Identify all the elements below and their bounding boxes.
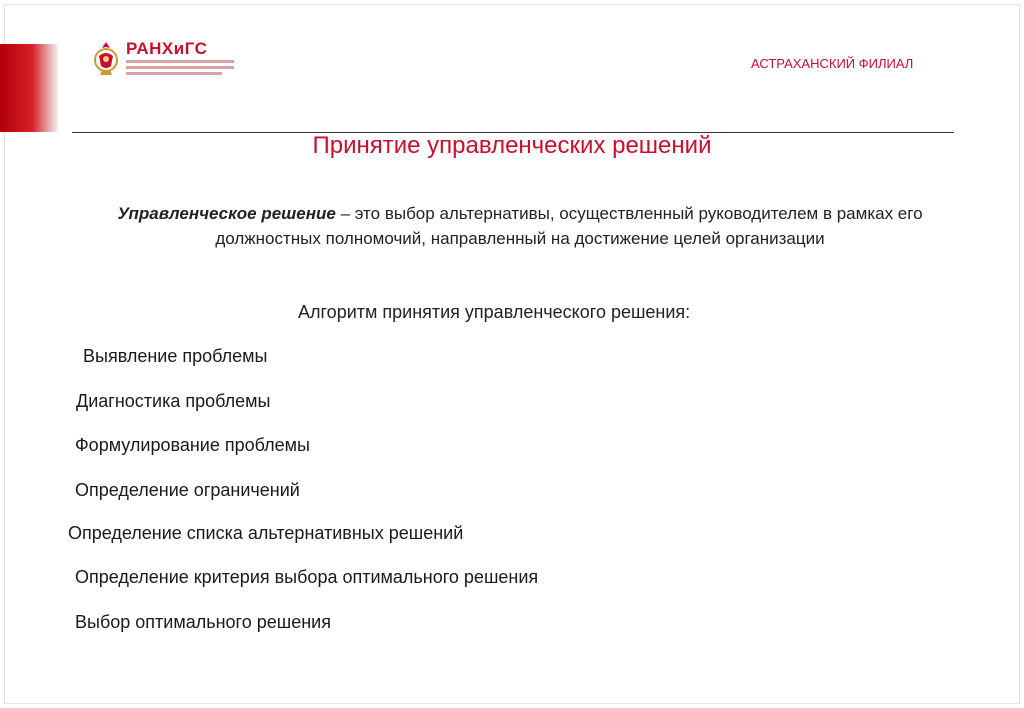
step-item: Выявление проблемы	[83, 346, 268, 366]
red-accent-bar	[0, 44, 58, 132]
step-item: Выбор оптимального решения	[75, 612, 331, 632]
step-item: Формулирование проблемы	[75, 435, 310, 455]
logo-name: РАНХиГС	[126, 39, 208, 58]
definition-text: – это выбор альтернативы, осуществленный руководителем в рамках его должностных полномочий, направленный на достижение целей организации	[215, 204, 923, 248]
step-item: Определение ограничений	[75, 480, 300, 500]
slide-title: Принятие управленческих решений	[312, 132, 712, 159]
logo	[92, 40, 234, 78]
step-item: Определение списка альтернативных решений	[68, 523, 464, 543]
definition-term: Управленческое решение	[117, 204, 336, 223]
emblem-icon	[92, 40, 120, 78]
step-item: Диагностика проблемы	[76, 391, 271, 411]
logo-tagline	[126, 60, 234, 78]
definition	[80, 201, 960, 251]
branch-label: АСТРАХАНСКИЙ ФИЛИАЛ	[751, 56, 914, 71]
step-item: Определение критерия выбора оптимального решения	[75, 567, 539, 587]
algorithm-title: Алгоритм принятия управленческого решения:	[298, 302, 691, 322]
